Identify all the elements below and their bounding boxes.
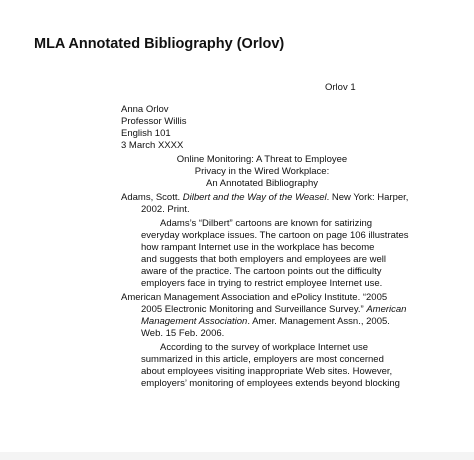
header-date: 3 March XXXX xyxy=(121,140,184,151)
paper-title-line-2: Privacy in the Wired Workplace: xyxy=(194,166,330,177)
annotation-2-line-1: According to the survey of workplace Internet use xyxy=(160,342,369,353)
annotation-1-line-4: and suggests that both employers and employees are well xyxy=(141,254,387,265)
entry-2-survey-title: 2005 Electronic Monitoring and Surveillance Survey.” xyxy=(141,304,367,315)
annotation-1-line-2: everyday workplace issues. The cartoon on page 106 illustrates xyxy=(141,230,409,241)
annotation-2-line-3: about employees visiting inappropriate Web sites. However, xyxy=(141,366,393,377)
annotation-1-line-6: employers face in trying to restrict employee Internet use. xyxy=(141,278,383,289)
entry-2-line-2 xyxy=(141,304,406,316)
paper-title-line-3: An Annotated Bibliography xyxy=(206,178,318,189)
entry-1-line-2: 2002. Print. xyxy=(141,204,190,215)
annotation-1-line-1: Adams’s “Dilbert” cartoons are known for satirizing xyxy=(160,218,373,229)
annotation-1-line-5: aware of the practice. The cartoon points out the difficulty xyxy=(141,266,382,277)
header-professor: Professor Willis xyxy=(121,116,187,127)
entry-2-line-1: American Management Association and ePolicy Institute. “2005 xyxy=(121,292,388,303)
entry-2-publisher: . Amer. Management Assn., 2005. xyxy=(247,316,390,327)
annotation-2-line-2: summarized in this article, employers are most concerned xyxy=(141,354,384,365)
header-name: Anna Orlov xyxy=(121,104,169,115)
entry-1-publisher: . New York: Harper, xyxy=(326,192,409,203)
entry-2-source-part-1: American xyxy=(366,304,407,315)
document-title: MLA Annotated Bibliography (Orlov) xyxy=(34,36,285,52)
paper-title-line-1: Online Monitoring: A Threat to Employee xyxy=(176,154,348,165)
entry-2-line-4: Web. 15 Feb. 2006. xyxy=(141,328,225,339)
entry-1-line-1 xyxy=(121,192,408,204)
page-bottom-strip xyxy=(0,452,474,460)
header-course: English 101 xyxy=(121,128,171,139)
entry-1-author: Adams, Scott. xyxy=(121,192,183,203)
entry-1-book-title: Dilbert and the Way of the Weasel xyxy=(182,192,327,203)
running-head: Orlov 1 xyxy=(325,82,356,93)
annotation-2-line-4: employers’ monitoring of employees extends beyond blocking xyxy=(141,378,400,389)
entry-2-line-3 xyxy=(141,316,390,328)
annotation-1-line-3: how rampant Internet use in the workplace has become xyxy=(141,242,375,253)
entry-2-source-part-2: Management Association xyxy=(141,316,248,327)
